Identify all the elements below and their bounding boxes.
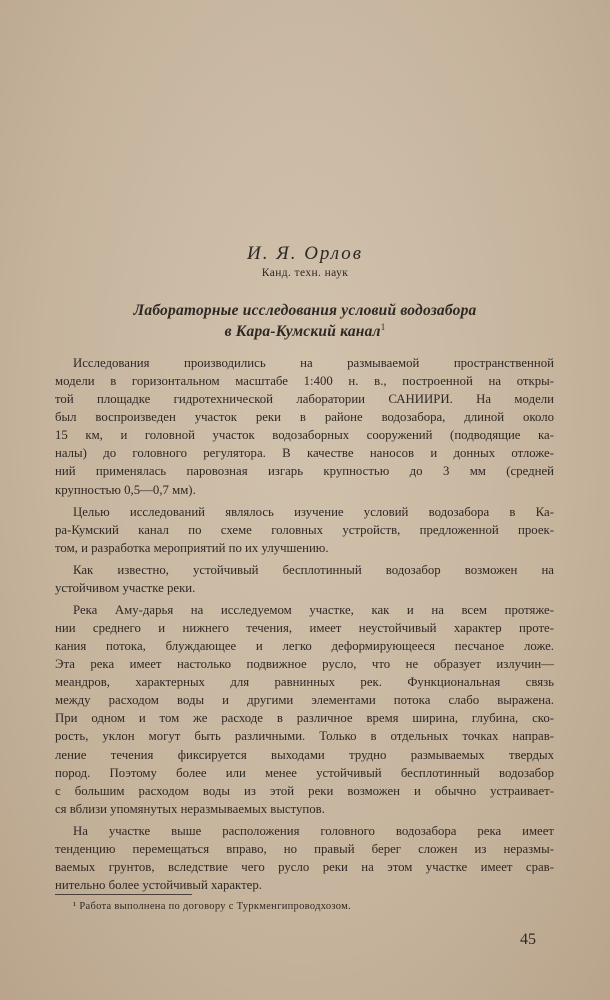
body-line: пород. Поэтому более или менее устойчивый бесплотинный водозабор: [55, 765, 554, 780]
article-title-line-2: [0, 322, 610, 341]
body-line: Целью исследований являлось изучение условий водозабора в Ка-: [73, 504, 554, 519]
body-line: нительно более устойчивый характер.: [55, 878, 262, 892]
author-name: И. Я. Орлов: [247, 243, 363, 264]
body-line: Как известно, устойчивый бесплотинный водозабор возможен на: [73, 562, 554, 577]
body-line: Река Аму-дарья на исследуемом участке, как и на всем протяже-: [73, 602, 554, 617]
body-line: меандров, характерных для равнинных рек. Функциональная связь: [55, 675, 554, 690]
footnote: ¹ Работа выполнена по договору с Туркменгипроводхозом.: [73, 901, 352, 912]
body-line: нии среднего и нижнего течения, имеет неустойчивый характер проте-: [55, 621, 554, 635]
body-line: 15 км, и головной участок водозаборных сооружений (подводящие ка-: [55, 428, 554, 443]
article-title-line-1: Лабораторные исследования условий водозабора: [133, 302, 477, 319]
body-line: ваемых грунтов, вследствие чего русло реки на этом участке имеет срав-: [55, 859, 554, 874]
body-line: налы) до головного регулятора. В качестве наносов и донных отложе-: [55, 446, 554, 461]
body-line: крупностью 0,5—0,7 мм).: [55, 482, 196, 497]
body-line: кания потока, блуждающее и легко деформирующееся песчаное ложе.: [55, 639, 554, 654]
body-line: той площадке гидротехнической лаборатории САНИИРИ. На модели: [55, 392, 554, 407]
body-line: между расходом воды и другими элементами потока слабо выражена.: [55, 693, 554, 708]
author-degree: Канд. техн. наук: [261, 267, 349, 279]
body-line: был воспроизведен участок реки в районе водозабора, длиной около: [55, 410, 554, 425]
body-line: Исследования производились на размываемой пространственной: [73, 356, 554, 370]
page-number: 45: [520, 931, 536, 948]
body-line: с большим расходом воды из этой реки возможен и обычно устраивает-: [55, 783, 554, 798]
body-line: Эта река имеет настолько подвижное русло, что не образует излучин—: [55, 657, 554, 672]
article-title-line-2-text: в Кара-Кумский канал: [224, 323, 381, 341]
body-line: устойчивом участке реки.: [55, 580, 196, 595]
body-line: ра-Кумский канал по схеме головных устройств, предложенной проек-: [55, 522, 554, 537]
body-line: тенденцию перемещаться вправо, но правый берег сложен из неразмы-: [55, 841, 554, 856]
body-line: ся вблизи упомянутых неразмываемых выступов.: [55, 801, 325, 816]
footnote-divider: [55, 894, 192, 895]
body-line: рость, уклон могут быть различными. Только в отдельных точках направ-: [55, 729, 554, 744]
footnote-reference-mark: 1: [380, 322, 386, 332]
body-line: На участке выше расположения головного водозабора река имеет: [73, 823, 554, 838]
body-line: том, и разработка мероприятий по их улучшению.: [55, 540, 329, 555]
body-line: При одном и том же расходе в различное время ширина, глубина, ско-: [55, 711, 554, 726]
body-line: ний применялась паровозная изгарь крупностью до 3 мм (средней: [55, 464, 554, 479]
body-line: ление течения фиксируется выходами трудно размываемых твердых: [55, 747, 554, 762]
body-line: модели в горизонтальном масштабе 1:400 н. в., построенной на откры-: [55, 374, 554, 389]
